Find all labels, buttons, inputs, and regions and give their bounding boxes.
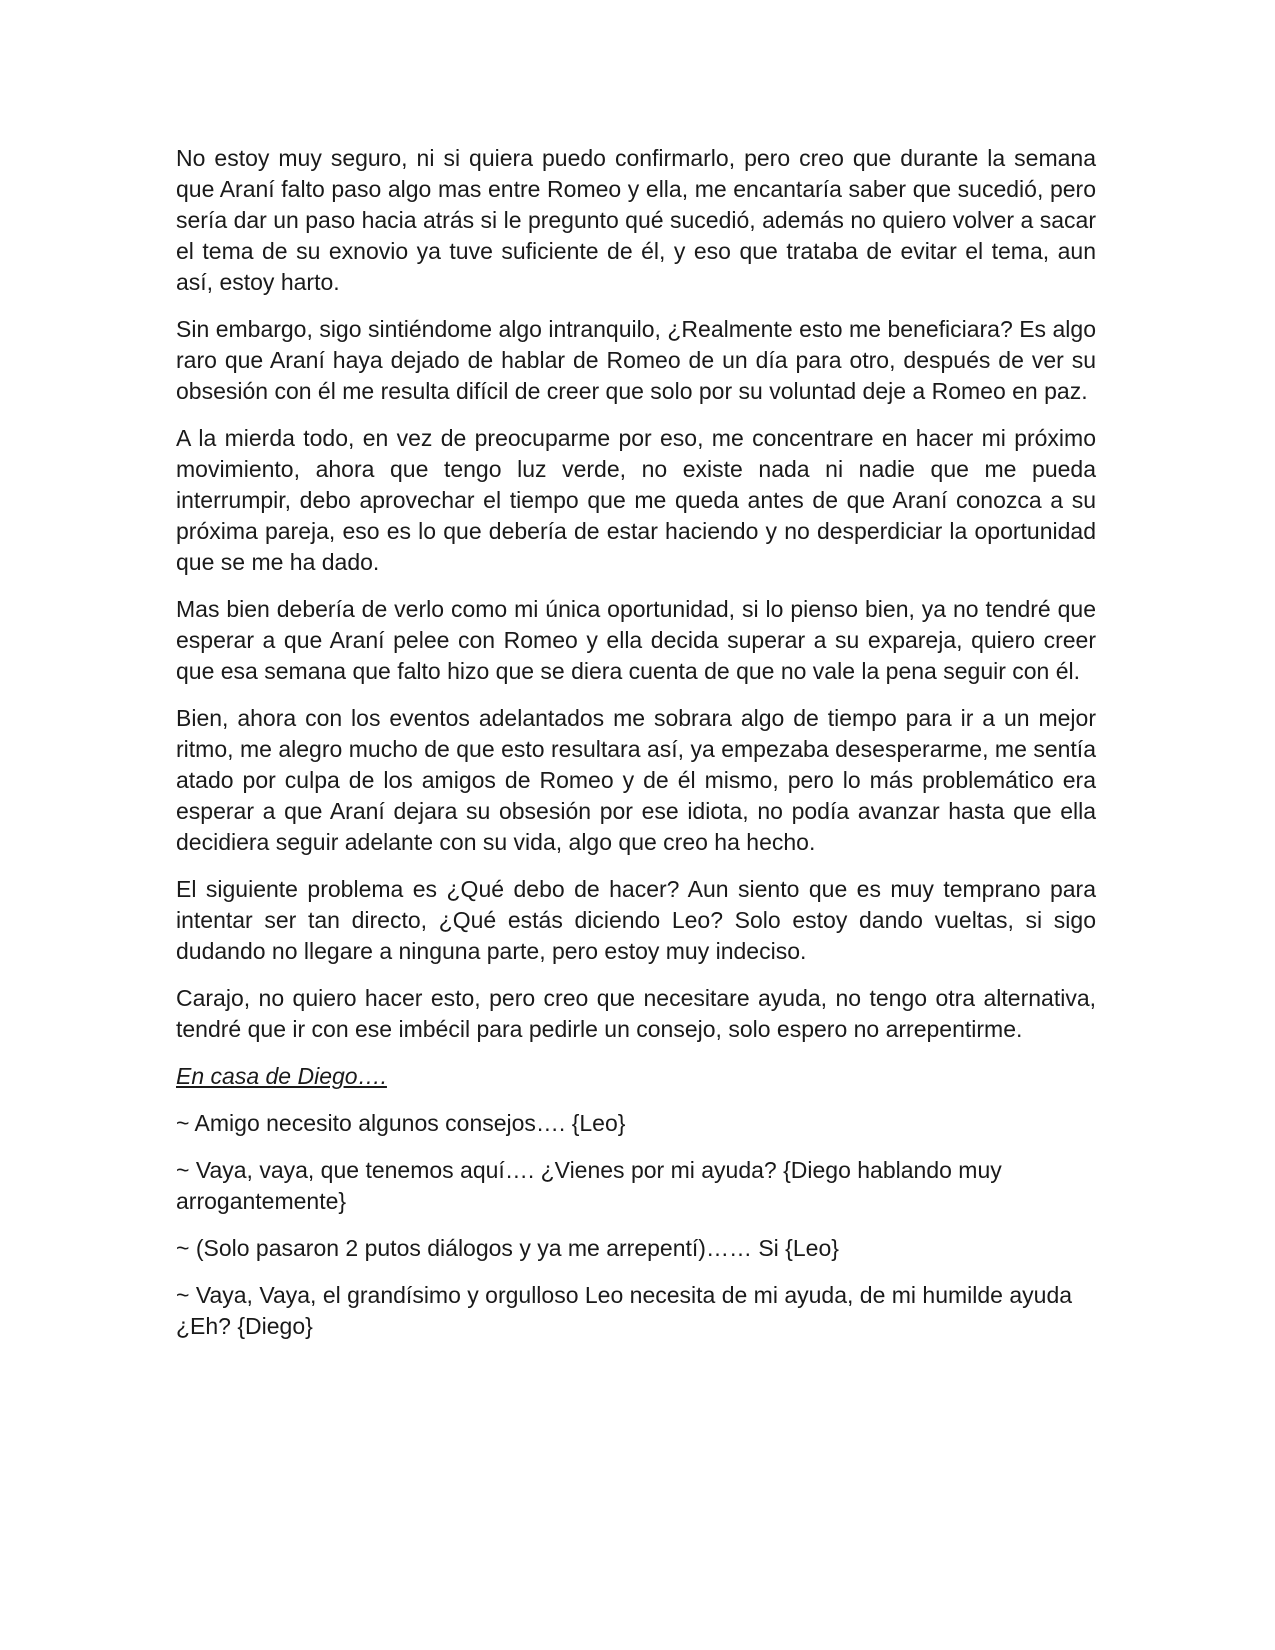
dialogue-line-3: ~ (Solo pasaron 2 putos diálogos y ya me arrepentí)…… Si {Leo}	[176, 1235, 839, 1261]
paragraph-2: Sin embargo, sigo sintiéndome algo intranquilo, ¿Realmente esto me beneficiara? Es algo raro que Araní haya dejado de hablar de Romeo de un día para otro, después de ver su obsesión con él me resulta difícil de creer que solo por su voluntad deje a Romeo en paz.	[176, 316, 1096, 404]
document-page	[176, 143, 1096, 1358]
dialogue-line-1: ~ Amigo necesito algunos consejos…. {Leo}	[176, 1110, 626, 1136]
scene-heading: En casa de Diego….	[176, 1063, 387, 1089]
paragraph-1: No estoy muy seguro, ni si quiera puedo confirmarlo, pero creo que durante la semana que Araní falto paso algo mas entre Romeo y ella, me encantaría saber que sucedió, pero sería dar un paso hacia atrás si le pregunto qué sucedió, además no quiero volver a sacar el tema de su exnovio ya tuve suficiente de él, y eso que trataba de evitar el tema, aun así, estoy harto.	[176, 145, 1096, 295]
paragraph-5: Bien, ahora con los eventos adelantados me sobrara algo de tiempo para ir a un mejor ritmo, me alegro mucho de que esto resultara así, ya empezaba desesperarme, me sentía atado por culpa de los amigos de Romeo y de él mismo, pero lo más problemático era esperar a que Araní dejara su obsesión por ese idiota, no podía avanzar hasta que ella decidiera seguir adelante con su vida, algo que creo ha hecho.	[176, 705, 1096, 855]
paragraph-3: A la mierda todo, en vez de preocuparme por eso, me concentrare en hacer mi próximo movimiento, ahora que tengo luz verde, no existe nada ni nadie que me pueda interrumpir, debo aprovechar el tiempo que me queda antes de que Araní conozca a su próxima pareja, eso es lo que debería de estar haciendo y no desperdiciar la oportunidad que se me ha dado.	[176, 425, 1096, 575]
paragraph-6: El siguiente problema es ¿Qué debo de hacer? Aun siento que es muy temprano para intentar ser tan directo, ¿Qué estás diciendo Leo? Solo estoy dando vueltas, si sigo dudando no llegare a ninguna parte, pero estoy muy indeciso.	[176, 876, 1096, 964]
dialogue-line-4: ~ Vaya, Vaya, el grandísimo y orgulloso Leo necesita de mi ayuda, de mi humilde ayuda ¿Eh? {Diego}	[176, 1282, 1073, 1339]
paragraph-7: Carajo, no quiero hacer esto, pero creo que necesitare ayuda, no tengo otra alternativa, tendré que ir con ese imbécil para pedirle un consejo, solo espero no arrepentirme.	[176, 985, 1096, 1042]
paragraph-4: Mas bien debería de verlo como mi única oportunidad, si lo pienso bien, ya no tendré que esperar a que Araní pelee con Romeo y ella decida superar a su expareja, quiero creer que esa semana que falto hizo que se diera cuenta de que no vale la pena seguir con él.	[176, 596, 1096, 684]
dialogue-line-2: ~ Vaya, vaya, que tenemos aquí…. ¿Vienes por mi ayuda? {Diego hablando muy arrogantemente}	[176, 1157, 1002, 1214]
